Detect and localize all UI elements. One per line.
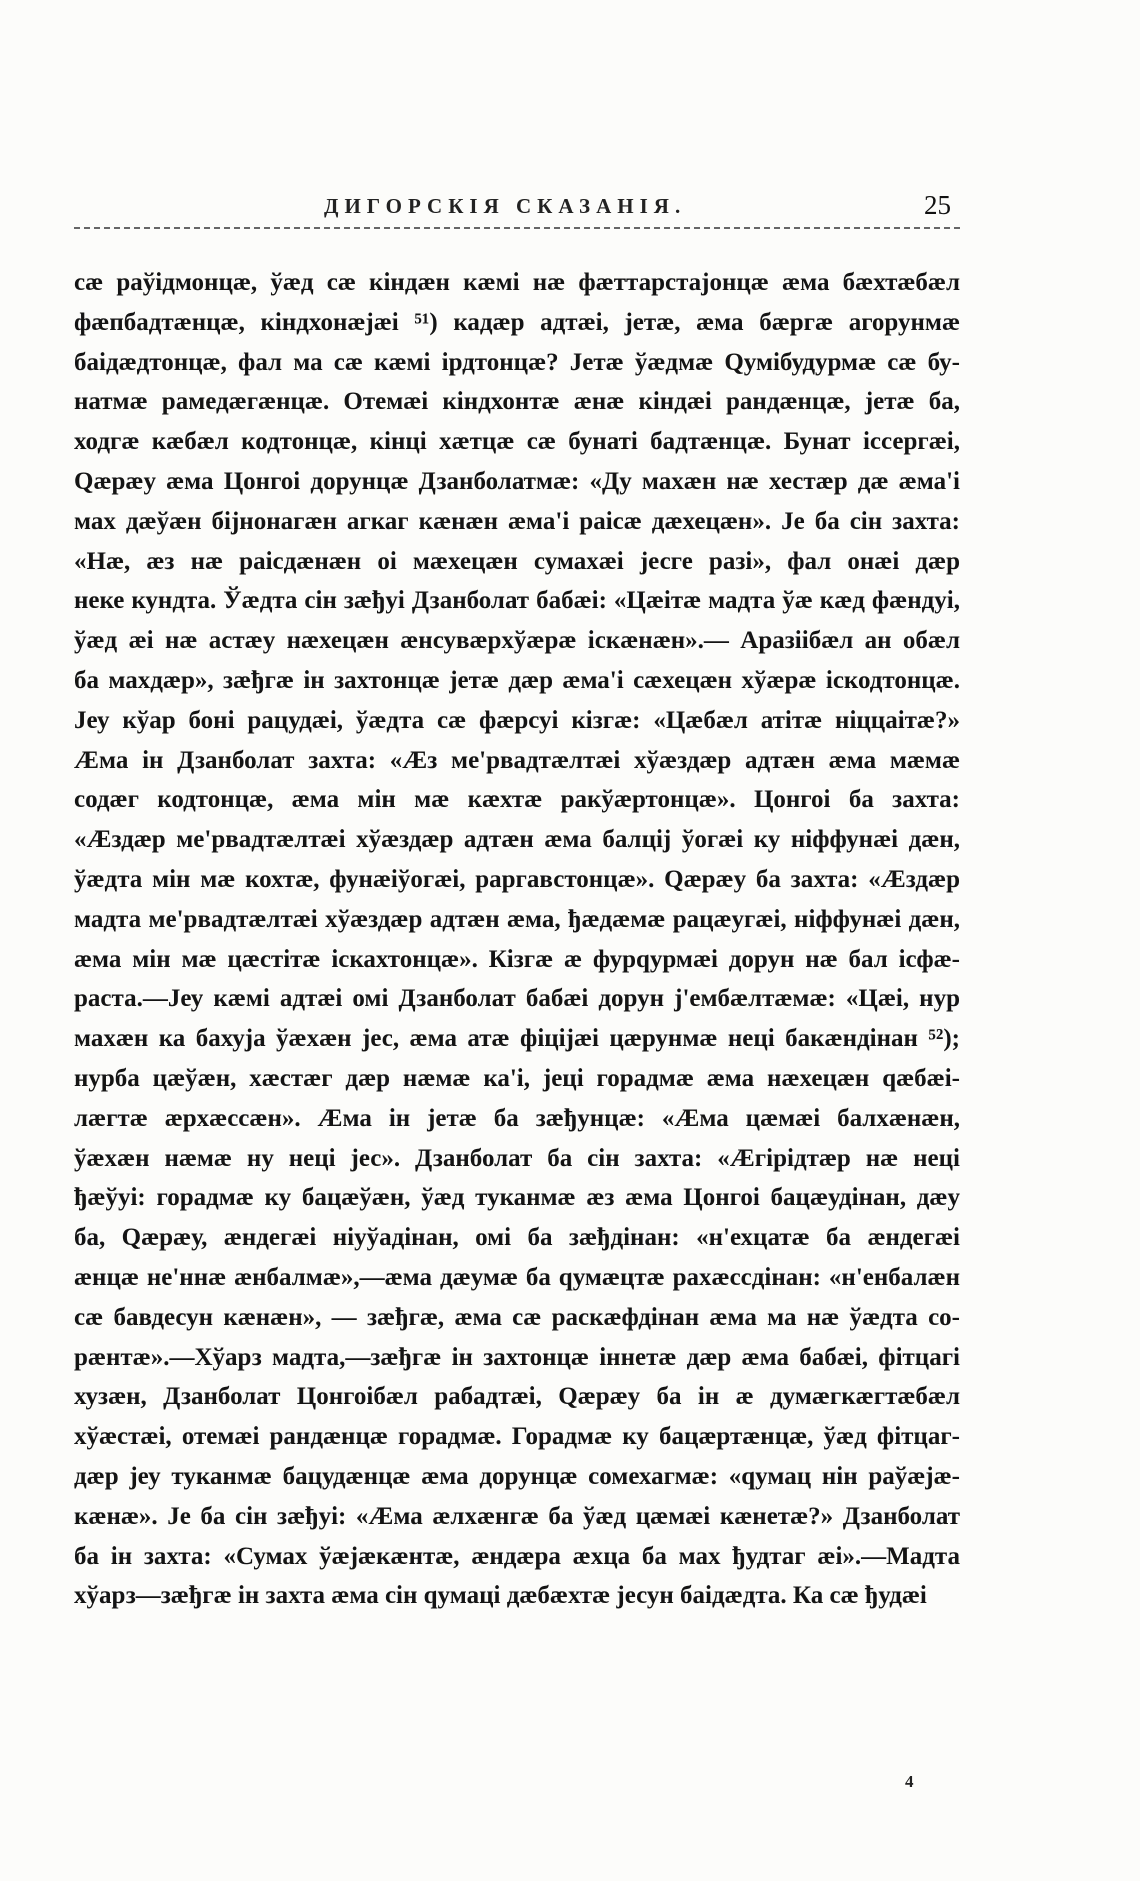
text-line: лæгтæ æрхæссæн». Æма ін јетæ ба зæђунцæ: «Æма цæмæі балхæнæн, bbox=[74, 1104, 960, 1132]
text-line: Æма ін Дзанболат захта: «Æз ме'рвадтæлтæі хўæздæр адтæн æма мæмæ bbox=[74, 746, 960, 774]
text-line: ўæд æі нæ астæу нæхецæн æнсувæрхўæрæ іскæнæн».— Аразіібæл ан обæл bbox=[74, 627, 960, 655]
text-line: неке кундта. Ўæдта сін зæђуі Дзанболат бабæі: «Цæітæ мадта ўæ кæд фæндуі, bbox=[74, 587, 960, 615]
text-line: мадта ме'рвадтæлтæі хўæздæр адтæн æма, ђæдæмæ рацæугæі, ніффунæі дæн, bbox=[74, 905, 960, 933]
text-line: дæр јеу туканмæ бацудæнцæ æма дорунцæ сомехагмæ: «qумац нін раўæјæ- bbox=[74, 1462, 960, 1490]
text-line: махæн ка бахуја ўæхæн јес, æма атæ фіціјæі цæрунмæ неці бакæндінан ⁵²); bbox=[74, 1025, 960, 1053]
text-line: сæ бавдесун кæнæн», — зæђгæ, æма сæ раскæфдінан æма ма нæ ўæдта со- bbox=[74, 1303, 960, 1331]
body-text bbox=[74, 263, 960, 1616]
text-line: «Нæ, æз нæ раісдæнæн оі мæхецæн сумахæі јесге разі», фал онæі дæр bbox=[74, 547, 960, 575]
text-line: «Æздæр ме'рвадтæлтæі хўæздæр адтæн æма балціј ўогæі ку ніффунæі дæн, bbox=[74, 826, 960, 854]
text-line: ба ін захта: «Сумах ўæјæкæнтæ, æндæра æхца ба мах ђудтаг æі».—Мадта bbox=[74, 1542, 960, 1570]
text-line: хўæстæі, отемæі рандæнцæ горадмæ. Горадмæ ку бацæртæнцæ, ўæд фітцаг- bbox=[74, 1423, 960, 1451]
text-line: содæг кодтонцæ, æма мін мæ кæхтæ ракўæртонцæ». Цонгоі ба захта: bbox=[74, 786, 960, 814]
text-line: сæ раўідмонцæ, ўæд сæ кіндæн кæмі нæ фæттарстајонцæ æма бæхтæбæл bbox=[74, 269, 960, 296]
text-line: ходгæ кæбæл кодтонцæ, кінці хæтцæ сæ бунаті бадтæнцæ. Бунат іссергæі, bbox=[74, 428, 960, 456]
header-rule bbox=[74, 227, 960, 229]
text-line: фæпбадтæнцæ, кіндхонæјæі ⁵¹) кадæр адтæі, јетæ, æма бæргæ агорунмæ bbox=[74, 308, 960, 336]
text-line: кæнæ». Је ба сін зæђуі: «Æма æлхæнгæ ба ўæд цæмæі кæнетæ?» Дзанболат bbox=[74, 1502, 960, 1530]
text-line: ўæхæн нæмæ ну неці јес». Дзанболат ба сін захта: «Æгірідтæр нæ неці bbox=[74, 1144, 960, 1172]
text-line: натмæ рамедæгæнцæ. Отемæі кіндхонтæ æнæ кіндæі рандæнцæ, јетæ ба, bbox=[74, 388, 960, 416]
page-number: 25 bbox=[924, 190, 951, 220]
text-line: рæнтæ».—Хўарз мадта,—зæђгæ ін захтонцæ іннетæ дæр æма бабæі, фітцагі bbox=[74, 1343, 960, 1371]
text-line: ба махдæр», зæђгæ ін захтонцæ јетæ дæр æма'і сæхецæн хўæрæ іскодтонцæ. bbox=[74, 666, 960, 694]
signature-mark: 4 bbox=[905, 1772, 914, 1791]
text-line: Qæрæу æма Цонгоі дорунцæ Дзанболатмæ: «Ду махæн нæ хестæр дæ æма'і bbox=[74, 467, 960, 495]
running-title: ДИГОРСКІЯ СКАЗАНІЯ. bbox=[324, 194, 687, 218]
text-line: ўæдта мін мæ кохтæ, фунæіўогæі, раргавстонцæ». Qæрæу ба захта: «Æздæр bbox=[74, 865, 960, 893]
text-line: æма мін мæ цæстітæ іскахтонцæ». Кізгæ æ фурqурмæі дорун нæ бал ісфæ- bbox=[74, 945, 960, 973]
text-line: æнцæ не'ннæ æнбалмæ»,—æма дæумæ ба qумæцтæ рахæссдінан: «н'енбалæн bbox=[74, 1263, 960, 1291]
text-line: баідæдтонцæ, фал ма сæ кæмі ірдтонцæ? Јетæ ўæдмæ Qумібудурмæ сæ бу- bbox=[74, 348, 960, 376]
text-line: хўарз—зæђгæ ін захта æма сін qумаці дæбæхтæ јесун баідæдта. Ка сæ ђудæі bbox=[74, 1582, 927, 1610]
text-line: Јеу кўар боні рацудæі, ўæдта сæ фæрсуі кізгæ: «Цæбæл атітæ ніццаітæ?» bbox=[74, 706, 960, 734]
text-line: нурба цæўæн, хæстæг дæр нæмæ ка'і, јеці горадмæ æма нæхецæн qæбæі- bbox=[74, 1064, 960, 1092]
text-line: хузæн, Дзанболат Цонгоібæл рабадтæі, Qæрæу ба ін æ думæгкæгтæбæл bbox=[74, 1383, 960, 1411]
text-line: ба, Qæрæу, æндегæі ніуўадінан, омі ба зæђдінан: «н'ехцатæ ба æндегæі bbox=[74, 1224, 960, 1252]
text-line: мах дæўæн біјнонагæн агкаг кæнæн æма'і раісæ дæхецæн». Је ба сін захта: bbox=[74, 507, 960, 535]
text-line: ђæўуі: горадмæ ку бацæўæн, ўæд туканмæ æз æма Цонгоі бацæудінан, дæу bbox=[74, 1184, 960, 1212]
running-head bbox=[74, 190, 959, 222]
text-line: раста.—Јеу кæмі адтæі омі Дзанболат бабæі дорун ј'ембæлтæмæ: «Цæі, нур bbox=[74, 985, 960, 1013]
